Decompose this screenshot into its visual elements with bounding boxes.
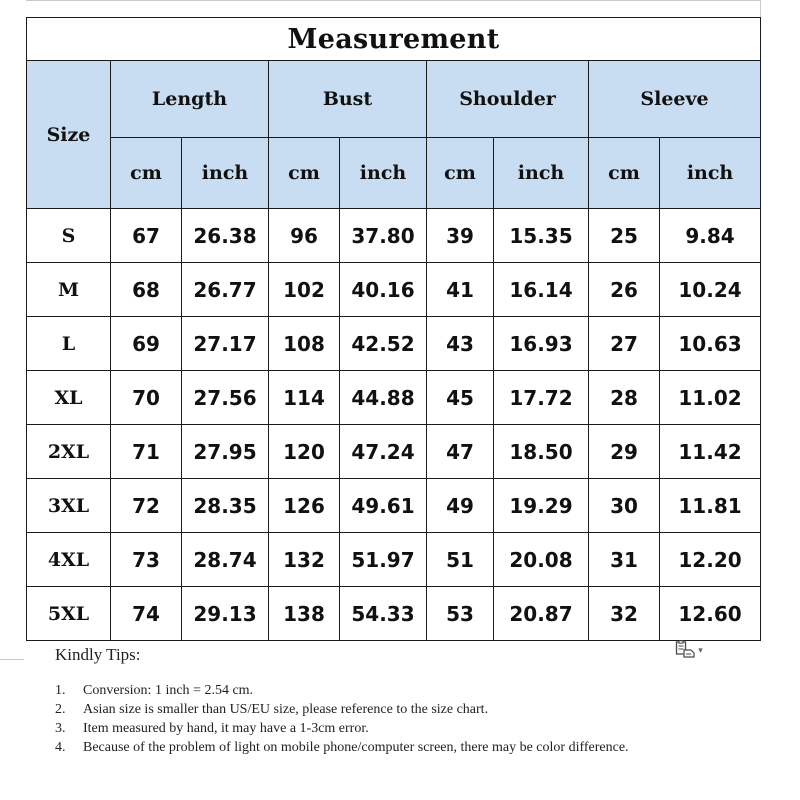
measurement-cell: 71 [111, 425, 182, 479]
measurement-cell: 108 [269, 317, 340, 371]
measurement-cell: 17.72 [494, 371, 589, 425]
tip-item [55, 700, 735, 719]
measurement-cell: 126 [269, 479, 340, 533]
unit-header: inch [182, 138, 269, 209]
table-title: Measurement [27, 18, 761, 61]
size-label-cell: L [27, 317, 111, 371]
measurement-cell: 54.33 [340, 587, 427, 641]
measurement-cell: 9.84 [660, 209, 761, 263]
measurement-cell: 96 [269, 209, 340, 263]
kindly-tips-section [55, 645, 735, 757]
measurement-cell: 11.81 [660, 479, 761, 533]
unit-header: cm [111, 138, 182, 209]
measurement-cell: 72 [111, 479, 182, 533]
unit-header: inch [660, 138, 761, 209]
measurement-cell: 47.24 [340, 425, 427, 479]
size-label-cell: 3XL [27, 479, 111, 533]
left-margin-mark [0, 659, 24, 660]
measurement-cell: 69 [111, 317, 182, 371]
measurement-cell: 26.77 [182, 263, 269, 317]
tip-text: Conversion: 1 inch = 2.54 cm. [83, 683, 254, 698]
size-label-cell: 2XL [27, 425, 111, 479]
tips-title: Kindly Tips: [55, 645, 141, 664]
measurement-cell: 28.74 [182, 533, 269, 587]
unit-header: cm [269, 138, 340, 209]
measurement-cell: 27.56 [182, 371, 269, 425]
measurement-cell: 44.88 [340, 371, 427, 425]
tip-item [55, 681, 735, 700]
tips-list [55, 681, 735, 757]
measurement-cell: 18.50 [494, 425, 589, 479]
measurement-cell: 114 [269, 371, 340, 425]
table-body [27, 209, 761, 641]
size-label-cell: XL [27, 371, 111, 425]
table-row [27, 263, 761, 317]
tip-number: 4. [55, 740, 66, 755]
measurement-cell: 31 [589, 533, 660, 587]
measurement-cell: 27 [589, 317, 660, 371]
measurement-cell: 53 [427, 587, 494, 641]
measurement-cell: 28.35 [182, 479, 269, 533]
table-row [27, 479, 761, 533]
table-row [27, 425, 761, 479]
measurement-cell: 132 [269, 533, 340, 587]
table-row [27, 533, 761, 587]
measurement-cell: 49 [427, 479, 494, 533]
measurement-cell: 10.24 [660, 263, 761, 317]
tip-text: Because of the problem of light on mobile phone/computer screen, there may be color difference. [83, 740, 629, 755]
measurement-cell: 29 [589, 425, 660, 479]
measurement-cell: 20.08 [494, 533, 589, 587]
measurement-cell: 120 [269, 425, 340, 479]
top-edge-line [26, 0, 760, 1]
measurement-cell: 73 [111, 533, 182, 587]
measurement-cell: 37.80 [340, 209, 427, 263]
measurement-cell: 68 [111, 263, 182, 317]
tip-number: 3. [55, 721, 66, 736]
table-row [27, 209, 761, 263]
measurement-cell: 30 [589, 479, 660, 533]
measurement-cell: 20.87 [494, 587, 589, 641]
measurement-cell: 15.35 [494, 209, 589, 263]
size-label-cell: S [27, 209, 111, 263]
unit-header: inch [494, 138, 589, 209]
measurement-cell: 138 [269, 587, 340, 641]
measurement-cell: 74 [111, 587, 182, 641]
measurement-cell: 12.60 [660, 587, 761, 641]
unit-header: inch [340, 138, 427, 209]
measurement-cell: 39 [427, 209, 494, 263]
tip-number: 2. [55, 702, 66, 717]
tip-item [55, 738, 735, 757]
tip-text: Asian size is smaller than US/EU size, please reference to the size chart. [83, 702, 489, 717]
tip-number: 1. [55, 683, 66, 698]
table-row [27, 317, 761, 371]
measurement-table [26, 17, 761, 641]
measurement-cell: 16.93 [494, 317, 589, 371]
right-edge-line [760, 0, 761, 17]
measurement-cell: 26 [589, 263, 660, 317]
measurement-cell: 26.38 [182, 209, 269, 263]
group-header-bust: Bust [269, 61, 427, 138]
tip-item [55, 719, 735, 738]
size-label-cell: M [27, 263, 111, 317]
size-column-header: Size [27, 61, 111, 209]
group-header-sleeve: Sleeve [589, 61, 761, 138]
measurement-cell: 19.29 [494, 479, 589, 533]
measurement-cell: 29.13 [182, 587, 269, 641]
group-header-length: Length [111, 61, 269, 138]
measurement-cell: 51 [427, 533, 494, 587]
measurement-cell: 12.20 [660, 533, 761, 587]
size-label-cell: 5XL [27, 587, 111, 641]
measurement-cell: 16.14 [494, 263, 589, 317]
measurement-cell: 32 [589, 587, 660, 641]
measurement-cell: 43 [427, 317, 494, 371]
measurement-cell: 40.16 [340, 263, 427, 317]
measurement-cell: 27.17 [182, 317, 269, 371]
tip-text: Item measured by hand, it may have a 1-3cm error. [83, 721, 369, 736]
measurement-cell: 51.97 [340, 533, 427, 587]
measurement-cell: 27.95 [182, 425, 269, 479]
table-row [27, 587, 761, 641]
measurement-cell: 102 [269, 263, 340, 317]
measurement-cell: 11.02 [660, 371, 761, 425]
size-label-cell: 4XL [27, 533, 111, 587]
measurement-cell: 70 [111, 371, 182, 425]
measurement-cell: 49.61 [340, 479, 427, 533]
chevron-down-icon: ▾ [698, 646, 703, 656]
measurement-cell: 45 [427, 371, 494, 425]
group-header-shoulder: Shoulder [427, 61, 589, 138]
measurement-cell: 67 [111, 209, 182, 263]
measurement-cell: 42.52 [340, 317, 427, 371]
measurement-cell: 10.63 [660, 317, 761, 371]
measurement-cell: 41 [427, 263, 494, 317]
measurement-cell: 25 [589, 209, 660, 263]
measurement-cell: 47 [427, 425, 494, 479]
measurement-cell: 28 [589, 371, 660, 425]
table-row [27, 371, 761, 425]
measurement-cell: 11.42 [660, 425, 761, 479]
unit-header: cm [427, 138, 494, 209]
unit-header: cm [589, 138, 660, 209]
